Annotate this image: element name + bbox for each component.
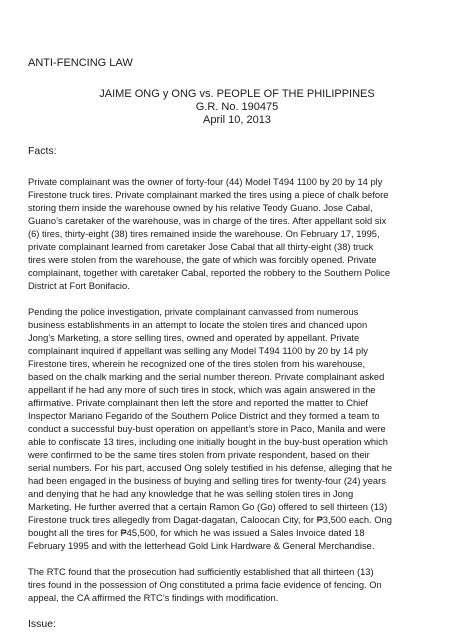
paragraph-line: Firestone tires, wherein he recognized one of the tires stolen from his warehouse,: [28, 359, 366, 369]
paragraph-line: were confirmed to be the same tires stolen from private respondent, based on their: [28, 450, 370, 460]
paragraph-line: based on the chalk marking and the serial number thereon. Private complainant asked: [28, 372, 385, 382]
paragraph-line: Inspector Mariano Fegarido of the Southern Police District and they formed a team to: [28, 411, 380, 421]
paragraph-line: complainant inquired if appellant was selling any Model T494 1100 by 20 by 14 ply: [28, 346, 368, 356]
paragraph-line: and denying that he had any knowledge that he was selling stolen tires in Jong: [28, 489, 354, 499]
paragraph-line: Firestone truck tires. Private complainant marked the tires using a piece of chalk before: [28, 190, 389, 200]
facts-label: Facts:: [28, 145, 57, 157]
document-heading: ANTI-FENCING LAW: [28, 57, 133, 69]
paragraph-line: February 1995 and with the letterhead Gold Link Hardware & General Merchandise.: [28, 541, 375, 551]
paragraph-line: District at Fort Bonifacio.: [28, 281, 130, 291]
paragraph-line: business establishments in an attempt to locate the stolen tires and chanced upon: [28, 320, 368, 330]
paragraph-line: Marketing. He further averred that a certain Ramon Go (Go) offered to sell thirteen (13): [28, 502, 388, 512]
facts-paragraph: [28, 176, 446, 293]
case-title: JAIME ONG y ONG vs. PEOPLE OF THE PHILIPPINES: [99, 88, 375, 100]
paragraph-line: appellant if he had any more of such tires in stock, which was again answered in the: [28, 385, 376, 395]
paragraph-line: Pending the police investigation, private complainant canvassed from numerous: [28, 307, 359, 317]
paragraph-line: storing them inside the warehouse owned by his relative Teody Guano. Jose Cabal,: [28, 203, 373, 213]
paragraph-line: Jong’s Marketing, a store selling tires, owned and operated by appellant. Private: [28, 333, 360, 343]
case-date: April 10, 2013: [203, 114, 271, 126]
case-number: G.R. No. 190475: [195, 101, 279, 113]
paragraph-line: had been engaged in the business of buying and selling tires for twenty-four (24) years: [28, 476, 386, 486]
paragraph-line: Firestone truck tires allegedly from Dagat-dagatan, Caloocan City, for ₱3,500 each. Ong: [28, 515, 392, 525]
paragraph-line: complainant, together with caretaker Cabal, reported the robbery to the Southern Police: [28, 268, 391, 278]
paragraph-line: The RTC found that the prosecution had sufficiently established that all thirteen (13): [28, 567, 374, 577]
paragraph-line: able to confiscate 13 tires, including one initially bought in the buy-bust operation which: [28, 437, 388, 447]
issue-label: Issue:: [28, 618, 57, 630]
paragraph-line: Guano’s caretaker of the warehouse, was in charge of the tires. After appellant sold six: [28, 216, 387, 226]
paragraph-line: (6) tires, thirty-eight (38) tires remained inside the warehouse. On February 17, 1995,: [28, 229, 380, 239]
paragraph-line: affirmative. Private complainant then left the store and reported the matter to Chief: [28, 398, 369, 408]
paragraph-line: tires found in the possession of Ong constituted a prima facie evidence of fencing. On: [28, 580, 382, 590]
case-caption: [28, 88, 446, 127]
paragraph-line: tires were stolen from the warehouse, the gate of which was forcibly opened. Private: [28, 255, 377, 265]
facts-paragraph: [28, 566, 446, 605]
facts-body: [28, 176, 446, 605]
paragraph-line: conduct a successful buy-bust operation on appellant’s store in Paco, Manila and were: [28, 424, 386, 434]
paragraph-line: private complainant learned from caretaker Jose Cabal that all thirty-eight (38) truck: [28, 242, 374, 252]
facts-paragraph: [28, 306, 446, 553]
paragraph-line: bought all the tires for ₱45,500, for which he was issued a Sales Invoice dated 18: [28, 528, 365, 538]
paragraph-line: Private complainant was the owner of forty-four (44) Model T494 1100 by 20 by 14 ply: [28, 177, 383, 187]
paragraph-line: serial numbers. For his part, accused Ong solely testified in his defense, alleging that he: [28, 463, 393, 473]
paragraph-line: appeal, the CA affirmed the RTC’s findings with modification.: [28, 593, 279, 603]
